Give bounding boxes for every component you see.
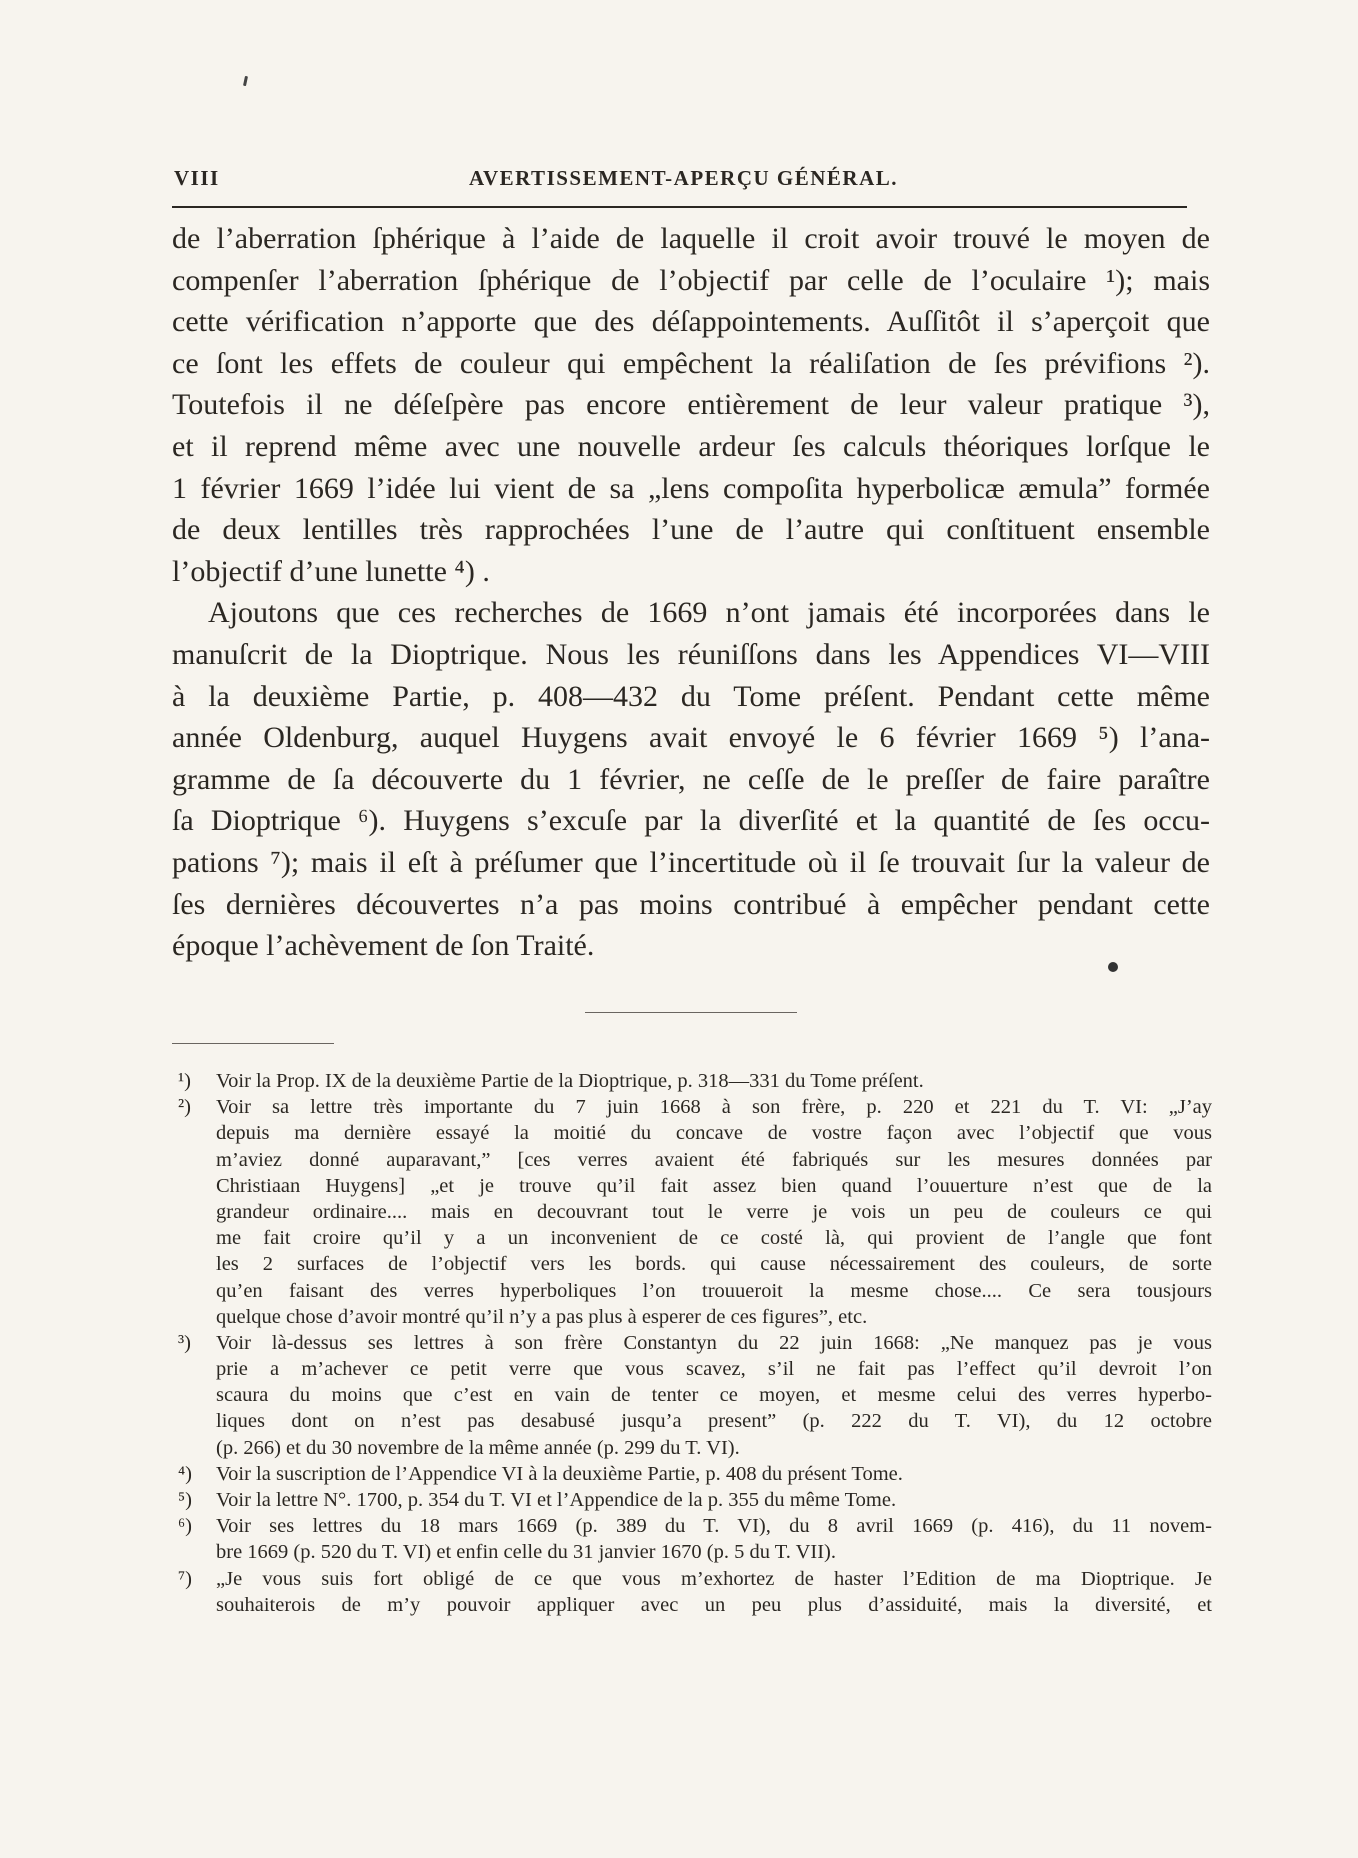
running-title: AVERTISSEMENT-APERÇU GÉNÉRAL. — [469, 166, 899, 190]
footnote-7 — [172, 1566, 1212, 1618]
text-line: de l’aberration ſphérique à l’aide de laquelle il croit avoir trouvé le moyen de — [172, 222, 1210, 255]
footnote-3 — [172, 1330, 1212, 1461]
footnote-marker: ¹) — [178, 1070, 191, 1092]
footnote-1 — [172, 1068, 1212, 1094]
footnote-line: Voir là-dessus ses lettres à son frère Constantyn du 22 juin 1668: „Ne manquez pas je vous — [216, 1331, 1212, 1354]
text-line: à la deuxième Partie, p. 408—432 du Tome préſent. Pendant cette même — [172, 679, 1210, 713]
text-line: pations ⁷); mais il eſt à préſumer que l’incertitude où il ſe trouvait ſur la valeur de — [172, 845, 1210, 879]
section-separator — [585, 1012, 797, 1013]
text-line: l’objectif d’une lunette ⁴) . — [172, 554, 490, 588]
footnote-marker: ³) — [178, 1331, 191, 1354]
page-header — [172, 160, 1187, 196]
text-line: ſes dernières découvertes n’a pas moins contribué à empêcher pendant cette — [172, 887, 1210, 921]
footnote-marker: ⁶) — [178, 1515, 192, 1538]
text-line: ſa Dioptrique ⁶). Huygens s’excuſe par la diverſité et la quantité de ſes occu- — [172, 804, 1210, 838]
footnote-line: les 2 surfaces de l’objectif vers les bords. qui cause nécessairement des couleurs, de sorte — [216, 1253, 1212, 1276]
footnote-4 — [172, 1461, 1212, 1487]
page-number: VIII — [174, 166, 220, 190]
footnote-line: souhaiterois de m’y pouvoir appliquer avec un peu plus d’assiduité, mais la diversité, et — [216, 1593, 1212, 1616]
footnote-line: m’aviez donné auparavant,” [ces verres avaient été fabriqués sur les mesures données par — [216, 1148, 1212, 1171]
footnote-line: „Je vous suis fort obligé de ce que vous m’exhortez de haster l’Edition de ma Dioptrique. Je — [216, 1567, 1212, 1590]
header-rule — [172, 206, 1187, 208]
footnote-marker: ²) — [178, 1096, 191, 1119]
footnote-6 — [172, 1513, 1212, 1565]
footnote-line: Voir sa lettre très importante du 7 juin 1668 à son frère, p. 220 et 221 du T. VI: „J’ay — [216, 1096, 1212, 1119]
text-line: cette vérification n’apporte que des déſappointements. Auſſitôt il s’aperçoit que — [172, 305, 1210, 339]
footnote-line: Voir la suscription de l’Appendice VI à la deuxième Partie, p. 408 du présent Tome. — [216, 1462, 903, 1485]
text-line: compenſer l’aberration ſphérique de l’objectif par celle de l’oculaire ¹); mais — [172, 263, 1210, 297]
text-line: année Oldenburg, auquel Huygens avait envoyé le 6 février 1669 ⁵) l’ana- — [172, 721, 1210, 755]
footnote-2 — [172, 1094, 1212, 1330]
ink-dot — [1108, 962, 1118, 972]
main-text — [172, 218, 1210, 967]
footnote-line: scaura du moins que c’est en vain de tenter ce moyen, et mesme celui des verres hyperbo- — [216, 1384, 1212, 1407]
footnote-line: bre 1669 (p. 520 du T. VI) et enfin celle du 31 janvier 1670 (p. 5 du T. VII). — [216, 1541, 836, 1564]
text-line: de deux lentilles très rapprochées l’une de l’autre qui conſtituent ensemble — [172, 513, 1210, 547]
footnote-rule — [172, 1043, 334, 1044]
footnote-line: qu’en faisant des verres hyperboliques l’on trouueroit la mesme chose.... Ce sera tousjours — [216, 1279, 1212, 1302]
footnote-line: prie a m’achever ce petit verre que vous scavez, s’il ne fait pas l’effect qu’il devroit l’on — [216, 1358, 1212, 1381]
footnote-line: depuis ma dernière essayé la moitié du concave de vostre façon avec l’objectif que vous — [216, 1122, 1212, 1145]
footnote-line: quelque chose d’avoir montré qu’il n’y a pas plus à esperer de ces figures”, etc. — [216, 1305, 868, 1328]
footnote-line: Voir la lettre N°. 1700, p. 354 du T. VI et l’Appendice de la p. 355 du même Tome. — [216, 1489, 897, 1511]
text-line: et il reprend même avec une nouvelle ardeur ſes calculs théoriques lorſque le — [172, 429, 1210, 463]
footnote-line: grandeur ordinaire.... mais en decouvrant tout le verre je vois un peu de couleurs ce qui — [216, 1200, 1212, 1223]
footnote-line: Voir ses lettres du 18 mars 1669 (p. 389 du T. VI), du 8 avril 1669 (p. 416), du 11 novem- — [216, 1515, 1212, 1538]
footnote-line: me fait croire qu’il y a un inconvenient de ce costé là, qui provient de l’angle que font — [216, 1227, 1212, 1250]
footnote-marker: ⁵) — [178, 1489, 192, 1511]
text-line: ce ſont les effets de couleur qui empêchent la réaliſation de ſes prévifions ²). — [172, 346, 1210, 380]
paragraph-2 — [172, 592, 1210, 966]
footnotes — [172, 1068, 1212, 1618]
text-line: manuſcrit de la Dioptrique. Nous les réuniſſons dans les Appendices VI—VIII — [172, 637, 1210, 671]
footnote-line: (p. 266) et du 30 novembre de la même année (p. 299 du T. VI). — [216, 1436, 740, 1459]
footnote-marker: ⁷) — [178, 1567, 192, 1590]
text-line: Ajoutons que ces recherches de 1669 n’ont jamais été incorporées dans le — [208, 596, 1210, 630]
footnote-line: liques dont on n’est pas desabusé jusqu’a present” (p. 222 du T. VI), du 12 octobre — [216, 1410, 1212, 1433]
ink-speck — [243, 76, 248, 86]
footnote-5 — [172, 1487, 1212, 1513]
text-line: 1 février 1669 l’idée lui vient de sa „lens compoſita hyperbolicæ æmula” formée — [172, 471, 1210, 505]
footnote-marker: ⁴) — [178, 1462, 192, 1485]
paragraph-1 — [172, 218, 1210, 592]
text-line: gramme de ſa découverte du 1 février, ne ceſſe de le preſſer de faire paraître — [172, 762, 1210, 796]
text-line: époque l’achèvement de ſon Traité. — [172, 929, 595, 963]
footnote-line: Voir la Prop. IX de la deuxième Partie de la Dioptrique, p. 318—331 du Tome préſent. — [216, 1070, 924, 1092]
text-line: Toutefois il ne déſeſpère pas encore entièrement de leur valeur pratique ³), — [172, 388, 1210, 422]
footnote-line: Christiaan Huygens] „et je trouve qu’il fait assez bien quand l’ouuerture n’est que de la — [216, 1174, 1212, 1197]
